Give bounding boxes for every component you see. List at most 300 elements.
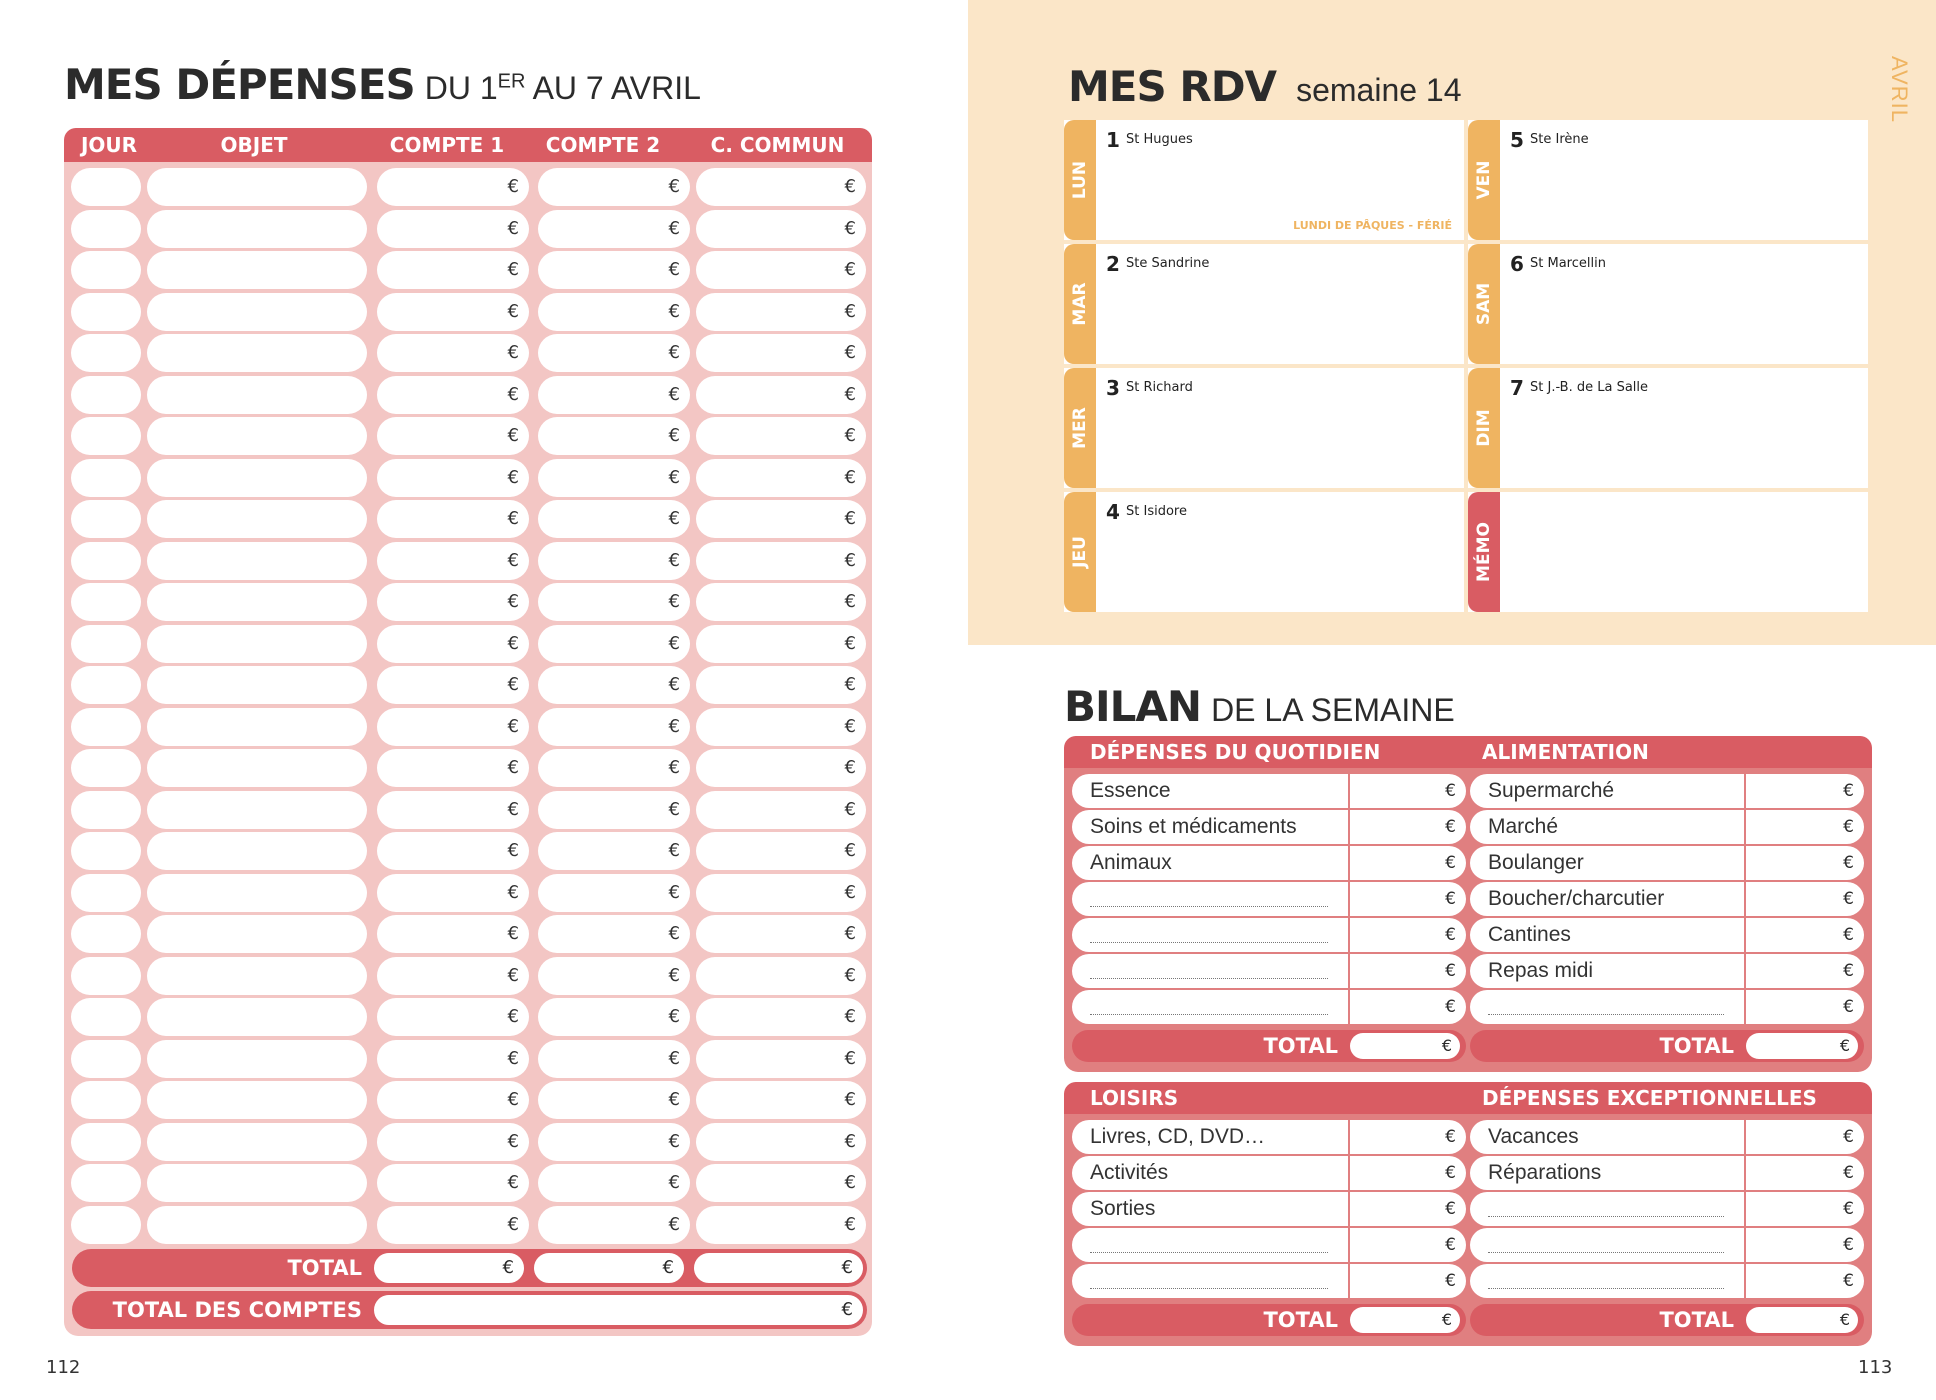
compte2-cell[interactable] bbox=[538, 1123, 690, 1161]
commun-cell[interactable] bbox=[696, 749, 866, 787]
holiday-note: LUNDI DE PÂQUES - FÉRIÉ bbox=[1293, 219, 1452, 232]
summary-item-label[interactable] bbox=[1470, 990, 1744, 1024]
compte2-cell[interactable] bbox=[538, 210, 690, 248]
commun-cell[interactable] bbox=[696, 293, 866, 331]
summary-item-label[interactable] bbox=[1470, 1264, 1744, 1298]
euro-sign: € bbox=[668, 466, 680, 488]
summary-item-label[interactable] bbox=[1072, 1228, 1348, 1262]
jour-cell[interactable] bbox=[71, 666, 141, 704]
commun-cell[interactable] bbox=[696, 500, 866, 538]
summary-item-text: Essence bbox=[1090, 779, 1171, 802]
euro-sign: € bbox=[1843, 997, 1854, 1017]
jour-cell[interactable] bbox=[71, 1123, 141, 1161]
summary-amount-field[interactable] bbox=[1746, 1120, 1864, 1154]
objet-cell[interactable] bbox=[147, 791, 367, 829]
appointments-title-bold: MES RDV bbox=[1068, 62, 1277, 111]
summary-row bbox=[1470, 990, 1864, 1024]
day-box[interactable] bbox=[1468, 120, 1868, 240]
objet-cell[interactable] bbox=[147, 500, 367, 538]
commun-cell[interactable] bbox=[696, 708, 866, 746]
euro-sign: € bbox=[507, 591, 519, 612]
objet-cell[interactable] bbox=[147, 749, 367, 787]
objet-cell[interactable] bbox=[147, 417, 367, 455]
summary-total-field[interactable] bbox=[1350, 1033, 1460, 1059]
euro-sign: € bbox=[1445, 1235, 1456, 1255]
table-row bbox=[64, 625, 872, 665]
euro-sign: € bbox=[844, 342, 856, 363]
euro-sign: € bbox=[668, 1130, 680, 1152]
jour-cell[interactable] bbox=[71, 915, 141, 953]
objet-cell[interactable] bbox=[147, 666, 367, 704]
table-row bbox=[64, 708, 872, 748]
day-number: 7 bbox=[1510, 376, 1524, 400]
jour-cell[interactable] bbox=[71, 334, 141, 372]
summary-amount-field[interactable] bbox=[1350, 990, 1466, 1024]
commun-cell[interactable] bbox=[696, 874, 866, 912]
summary-amount-field[interactable] bbox=[1350, 1156, 1466, 1190]
euro-sign: € bbox=[1441, 1036, 1452, 1055]
compte1-cell[interactable] bbox=[377, 749, 529, 787]
compte1-cell[interactable] bbox=[377, 500, 529, 538]
expenses-title bbox=[64, 60, 701, 109]
summary-amount-field[interactable] bbox=[1746, 1156, 1864, 1190]
objet-cell[interactable] bbox=[147, 293, 367, 331]
euro-sign: € bbox=[844, 259, 856, 280]
compte1-cell[interactable] bbox=[377, 459, 529, 497]
compte2-cell[interactable] bbox=[538, 376, 690, 414]
commun-cell[interactable] bbox=[696, 1206, 866, 1244]
euro-sign: € bbox=[668, 1089, 680, 1110]
compte2-cell[interactable] bbox=[538, 1206, 690, 1244]
compte2-cell[interactable] bbox=[538, 583, 690, 621]
summary-item-label[interactable] bbox=[1470, 1192, 1744, 1226]
objet-cell[interactable] bbox=[147, 998, 367, 1036]
compte1-cell[interactable] bbox=[377, 998, 529, 1036]
compte2-cell[interactable] bbox=[538, 168, 690, 206]
euro-sign: € bbox=[507, 757, 519, 778]
euro-sign: € bbox=[507, 674, 519, 695]
jour-cell[interactable] bbox=[71, 583, 141, 621]
objet-cell[interactable] bbox=[147, 832, 367, 870]
summary-amount-field[interactable] bbox=[1350, 1120, 1466, 1154]
page-number-right: 113 bbox=[1858, 1357, 1893, 1378]
euro-sign: € bbox=[507, 715, 519, 737]
compte1-cell[interactable] bbox=[377, 583, 529, 621]
summary-item-label bbox=[1072, 810, 1348, 844]
jour-cell[interactable] bbox=[71, 251, 141, 289]
jour-cell[interactable] bbox=[71, 708, 141, 746]
summary-row bbox=[1470, 810, 1864, 844]
dotted-line bbox=[1090, 1288, 1328, 1289]
saint-name: St Richard bbox=[1126, 380, 1193, 395]
month-tab[interactable] bbox=[1882, 56, 1912, 136]
compte1-cell[interactable] bbox=[377, 251, 529, 289]
compte1-cell[interactable] bbox=[377, 1123, 529, 1161]
summary-amount-field[interactable] bbox=[1746, 1264, 1864, 1298]
summary-total-row bbox=[1470, 1304, 1864, 1336]
commun-cell[interactable] bbox=[696, 168, 866, 206]
summary-item-label bbox=[1470, 1156, 1744, 1190]
compte1-cell[interactable] bbox=[377, 832, 529, 870]
euro-sign: € bbox=[1843, 1199, 1854, 1219]
expenses-title-range bbox=[425, 70, 701, 106]
total-comptes-field[interactable] bbox=[372, 1293, 865, 1327]
euro-sign: € bbox=[1445, 1199, 1456, 1219]
compte1-cell[interactable] bbox=[377, 915, 529, 953]
summary-item-label[interactable] bbox=[1072, 1264, 1348, 1298]
expenses-total-row bbox=[72, 1249, 867, 1287]
euro-sign: € bbox=[1843, 1127, 1854, 1147]
expenses-title-range-start: DU 1 bbox=[424, 70, 498, 106]
euro-sign: € bbox=[507, 1089, 519, 1110]
expenses-title-bold: MES DÉPENSES bbox=[64, 60, 415, 109]
objet-cell[interactable] bbox=[147, 1164, 367, 1202]
expenses-table bbox=[64, 128, 872, 1336]
summary-item-label[interactable] bbox=[1470, 1228, 1744, 1262]
objet-cell[interactable] bbox=[147, 874, 367, 912]
summary-item-text: Vacances bbox=[1488, 1125, 1579, 1148]
compte1-cell[interactable] bbox=[377, 376, 529, 414]
summary-row bbox=[1470, 1264, 1864, 1298]
compte2-cell[interactable] bbox=[538, 1164, 690, 1202]
euro-sign: € bbox=[844, 1130, 856, 1152]
summary-amount-field[interactable] bbox=[1350, 1228, 1466, 1262]
euro-sign: € bbox=[507, 1047, 519, 1069]
summary-amount-field[interactable] bbox=[1746, 918, 1864, 952]
compte2-cell[interactable] bbox=[538, 957, 690, 995]
compte2-cell[interactable] bbox=[538, 459, 690, 497]
euro-sign: € bbox=[1843, 1163, 1854, 1183]
euro-sign: € bbox=[1445, 889, 1456, 909]
euro-sign: € bbox=[844, 923, 856, 944]
euro-sign: € bbox=[844, 674, 856, 695]
summary-amount-field[interactable] bbox=[1746, 954, 1864, 988]
summary-row bbox=[1072, 918, 1466, 952]
summary-item-label bbox=[1470, 774, 1744, 808]
dotted-line bbox=[1090, 942, 1328, 943]
compte1-cell[interactable] bbox=[377, 334, 529, 372]
dotted-line bbox=[1488, 1014, 1724, 1015]
compte2-cell[interactable] bbox=[538, 749, 690, 787]
euro-sign: € bbox=[507, 549, 519, 571]
day-tab-label: SAM bbox=[1474, 282, 1494, 326]
total-commun-field[interactable] bbox=[692, 1251, 865, 1285]
jour-cell[interactable] bbox=[71, 1081, 141, 1119]
euro-sign: € bbox=[1445, 817, 1456, 837]
commun-cell[interactable] bbox=[696, 1164, 866, 1202]
euro-sign: € bbox=[668, 1047, 680, 1069]
compte2-cell[interactable] bbox=[538, 542, 690, 580]
summary-amount-field[interactable] bbox=[1350, 1264, 1466, 1298]
euro-sign: € bbox=[668, 757, 680, 778]
day-box[interactable] bbox=[1064, 120, 1464, 240]
euro-sign: € bbox=[844, 425, 856, 446]
dotted-line bbox=[1090, 978, 1328, 979]
summary-amount-field[interactable] bbox=[1350, 810, 1466, 844]
commun-cell[interactable] bbox=[696, 791, 866, 829]
euro-sign: € bbox=[844, 881, 856, 903]
commun-cell[interactable] bbox=[696, 832, 866, 870]
euro-sign: € bbox=[507, 259, 519, 280]
commun-cell[interactable] bbox=[696, 666, 866, 704]
summary-amount-field[interactable] bbox=[1746, 990, 1864, 1024]
summary-amount-field[interactable] bbox=[1350, 1192, 1466, 1226]
compte1-cell[interactable] bbox=[377, 666, 529, 704]
objet-cell[interactable] bbox=[147, 1040, 367, 1078]
summary-row bbox=[1072, 1192, 1466, 1226]
summary-amount-field[interactable] bbox=[1746, 882, 1864, 916]
summary-amount-field[interactable] bbox=[1350, 774, 1466, 808]
summary-amount-field[interactable] bbox=[1350, 882, 1466, 916]
compte2-cell[interactable] bbox=[538, 708, 690, 746]
euro-sign: € bbox=[668, 798, 680, 820]
summary-row bbox=[1072, 882, 1466, 916]
compte1-cell[interactable] bbox=[377, 1081, 529, 1119]
compte2-cell[interactable] bbox=[538, 791, 690, 829]
dotted-line bbox=[1090, 1014, 1328, 1015]
commun-cell[interactable] bbox=[696, 376, 866, 414]
dotted-line bbox=[1488, 1216, 1724, 1217]
objet-cell[interactable] bbox=[147, 915, 367, 953]
summary-item-text: Livres, CD, DVD… bbox=[1090, 1125, 1266, 1148]
table-row bbox=[64, 210, 872, 250]
jour-cell[interactable] bbox=[71, 832, 141, 870]
summary-row bbox=[1470, 1120, 1864, 1154]
compte2-cell[interactable] bbox=[538, 251, 690, 289]
compte2-cell[interactable] bbox=[538, 500, 690, 538]
objet-cell[interactable] bbox=[147, 251, 367, 289]
compte1-cell[interactable] bbox=[377, 293, 529, 331]
summary-row bbox=[1072, 846, 1466, 880]
summary-row bbox=[1072, 774, 1466, 808]
objet-cell[interactable] bbox=[147, 625, 367, 663]
summary-item-label[interactable] bbox=[1072, 954, 1348, 988]
jour-cell[interactable] bbox=[71, 791, 141, 829]
jour-cell[interactable] bbox=[71, 168, 141, 206]
commun-cell[interactable] bbox=[696, 1123, 866, 1161]
summary-row bbox=[1072, 954, 1466, 988]
compte2-cell[interactable] bbox=[538, 334, 690, 372]
objet-cell[interactable] bbox=[147, 459, 367, 497]
jour-cell[interactable] bbox=[71, 417, 141, 455]
objet-cell[interactable] bbox=[147, 1123, 367, 1161]
day-box[interactable] bbox=[1064, 368, 1464, 488]
jour-cell[interactable] bbox=[71, 749, 141, 787]
summary-total-label: TOTAL bbox=[1263, 1308, 1338, 1332]
objet-cell[interactable] bbox=[147, 376, 367, 414]
summary-total-field[interactable] bbox=[1746, 1033, 1858, 1059]
summary-row bbox=[1072, 1264, 1466, 1298]
commun-cell[interactable] bbox=[696, 1081, 866, 1119]
euro-sign: € bbox=[668, 840, 680, 861]
summary-amount-field[interactable] bbox=[1350, 846, 1466, 880]
compte2-cell[interactable] bbox=[538, 915, 690, 953]
summary-amount-field[interactable] bbox=[1350, 954, 1466, 988]
compte2-cell[interactable] bbox=[538, 666, 690, 704]
day-number: 5 bbox=[1510, 128, 1524, 152]
jour-cell[interactable] bbox=[71, 957, 141, 995]
summary-total-field[interactable] bbox=[1746, 1307, 1858, 1333]
jour-cell[interactable] bbox=[71, 1206, 141, 1244]
compte2-cell[interactable] bbox=[538, 625, 690, 663]
compte1-cell[interactable] bbox=[377, 791, 529, 829]
day-box[interactable] bbox=[1468, 492, 1868, 612]
objet-cell[interactable] bbox=[147, 542, 367, 580]
summary-amount-field[interactable] bbox=[1746, 1228, 1864, 1262]
summary-amount-field[interactable] bbox=[1350, 918, 1466, 952]
objet-cell[interactable] bbox=[147, 583, 367, 621]
summary-row bbox=[1072, 1156, 1466, 1190]
summary-amount-field[interactable] bbox=[1746, 810, 1864, 844]
euro-sign: € bbox=[668, 591, 680, 612]
objet-cell[interactable] bbox=[147, 334, 367, 372]
compte1-cell[interactable] bbox=[377, 1040, 529, 1078]
jour-cell[interactable] bbox=[71, 1164, 141, 1202]
compte2-cell[interactable] bbox=[538, 1081, 690, 1119]
dotted-line bbox=[1488, 1288, 1724, 1289]
euro-sign: € bbox=[841, 1257, 853, 1278]
day-box[interactable] bbox=[1468, 368, 1868, 488]
compte2-cell[interactable] bbox=[538, 998, 690, 1036]
summary-item-text: Cantines bbox=[1488, 923, 1571, 946]
commun-cell[interactable] bbox=[696, 251, 866, 289]
commun-cell[interactable] bbox=[696, 542, 866, 580]
commun-cell[interactable] bbox=[696, 583, 866, 621]
jour-cell[interactable] bbox=[71, 210, 141, 248]
summary-total-field[interactable] bbox=[1350, 1307, 1460, 1333]
summary-item-label[interactable] bbox=[1072, 990, 1348, 1024]
jour-cell[interactable] bbox=[71, 500, 141, 538]
euro-sign: € bbox=[668, 549, 680, 571]
day-box[interactable] bbox=[1064, 244, 1464, 364]
day-tab-label: MER bbox=[1070, 407, 1090, 449]
euro-sign: € bbox=[668, 217, 680, 239]
summary-item-label bbox=[1072, 1192, 1348, 1226]
jour-cell[interactable] bbox=[71, 1040, 141, 1078]
day-tab bbox=[1468, 244, 1500, 364]
commun-cell[interactable] bbox=[696, 1040, 866, 1078]
commun-cell[interactable] bbox=[696, 459, 866, 497]
compte1-cell[interactable] bbox=[377, 542, 529, 580]
compte1-cell[interactable] bbox=[377, 210, 529, 248]
summary-amount-field[interactable] bbox=[1746, 846, 1864, 880]
summary-amount-field[interactable] bbox=[1746, 774, 1864, 808]
day-tab bbox=[1468, 492, 1500, 612]
objet-cell[interactable] bbox=[147, 957, 367, 995]
summary-total-label: TOTAL bbox=[1659, 1034, 1734, 1058]
euro-sign: € bbox=[502, 1257, 514, 1278]
euro-sign: € bbox=[668, 715, 680, 737]
compte1-cell[interactable] bbox=[377, 417, 529, 455]
euro-sign: € bbox=[1843, 781, 1854, 801]
euro-sign: € bbox=[844, 300, 856, 322]
jour-cell[interactable] bbox=[71, 459, 141, 497]
summary-row bbox=[1470, 1228, 1864, 1262]
compte2-cell[interactable] bbox=[538, 832, 690, 870]
summary-item-label bbox=[1470, 918, 1744, 952]
commun-cell[interactable] bbox=[696, 915, 866, 953]
day-number: 3 bbox=[1106, 376, 1120, 400]
euro-sign: € bbox=[507, 466, 519, 488]
table-row bbox=[64, 500, 872, 540]
compte1-cell[interactable] bbox=[377, 874, 529, 912]
commun-cell[interactable] bbox=[696, 998, 866, 1036]
jour-cell[interactable] bbox=[71, 542, 141, 580]
summary-item-label[interactable] bbox=[1072, 882, 1348, 916]
euro-sign: € bbox=[1445, 925, 1456, 945]
euro-sign: € bbox=[844, 383, 856, 405]
compte2-cell[interactable] bbox=[538, 1040, 690, 1078]
compte1-cell[interactable] bbox=[377, 1164, 529, 1202]
table-row bbox=[64, 293, 872, 333]
jour-cell[interactable] bbox=[71, 293, 141, 331]
summary-item-text: Sorties bbox=[1090, 1197, 1156, 1220]
jour-cell[interactable] bbox=[71, 376, 141, 414]
euro-sign: € bbox=[844, 715, 856, 737]
table-row bbox=[64, 1081, 872, 1121]
dotted-line bbox=[1488, 1252, 1724, 1253]
compte1-cell[interactable] bbox=[377, 708, 529, 746]
day-box[interactable] bbox=[1064, 492, 1464, 612]
expenses-grand-total-row bbox=[72, 1291, 867, 1329]
commun-cell[interactable] bbox=[696, 417, 866, 455]
euro-sign: € bbox=[1441, 1310, 1452, 1329]
summary-item-text: Boucher/charcutier bbox=[1488, 887, 1665, 910]
commun-cell[interactable] bbox=[696, 957, 866, 995]
euro-sign: € bbox=[507, 1006, 519, 1027]
day-box[interactable] bbox=[1468, 244, 1868, 364]
day-tab bbox=[1064, 244, 1096, 364]
jour-cell[interactable] bbox=[71, 874, 141, 912]
jour-cell[interactable] bbox=[71, 625, 141, 663]
compte2-cell[interactable] bbox=[538, 417, 690, 455]
objet-cell[interactable] bbox=[147, 708, 367, 746]
total-compte1-field[interactable] bbox=[372, 1251, 526, 1285]
jour-cell[interactable] bbox=[71, 998, 141, 1036]
day-tab bbox=[1468, 120, 1500, 240]
summary-item-label[interactable] bbox=[1072, 918, 1348, 952]
commun-cell[interactable] bbox=[696, 334, 866, 372]
day-tab bbox=[1064, 492, 1096, 612]
table-row bbox=[64, 1040, 872, 1080]
summary-category-left: LOISIRS bbox=[1090, 1086, 1179, 1110]
summary-category-left: DÉPENSES DU QUOTIDIEN bbox=[1090, 740, 1381, 764]
commun-cell[interactable] bbox=[696, 625, 866, 663]
compte1-cell[interactable] bbox=[377, 1206, 529, 1244]
compte2-cell[interactable] bbox=[538, 293, 690, 331]
objet-cell[interactable] bbox=[147, 1081, 367, 1119]
commun-cell[interactable] bbox=[696, 210, 866, 248]
day-tab bbox=[1064, 120, 1096, 240]
summary-row bbox=[1072, 1120, 1466, 1154]
summary-item-label bbox=[1072, 1120, 1348, 1154]
compte1-cell[interactable] bbox=[377, 957, 529, 995]
summary-amount-field[interactable] bbox=[1746, 1192, 1864, 1226]
table-row bbox=[64, 874, 872, 914]
euro-sign: € bbox=[668, 383, 680, 405]
euro-sign: € bbox=[1445, 961, 1456, 981]
compte1-cell[interactable] bbox=[377, 625, 529, 663]
col-header-compte2: COMPTE 2 bbox=[545, 133, 661, 157]
summary-title-bold: BILAN bbox=[1064, 682, 1202, 731]
compte1-cell[interactable] bbox=[377, 168, 529, 206]
objet-cell[interactable] bbox=[147, 168, 367, 206]
compte2-cell[interactable] bbox=[538, 874, 690, 912]
total-compte2-field[interactable] bbox=[532, 1251, 686, 1285]
objet-cell[interactable] bbox=[147, 210, 367, 248]
objet-cell[interactable] bbox=[147, 1206, 367, 1244]
euro-sign: € bbox=[668, 259, 680, 280]
